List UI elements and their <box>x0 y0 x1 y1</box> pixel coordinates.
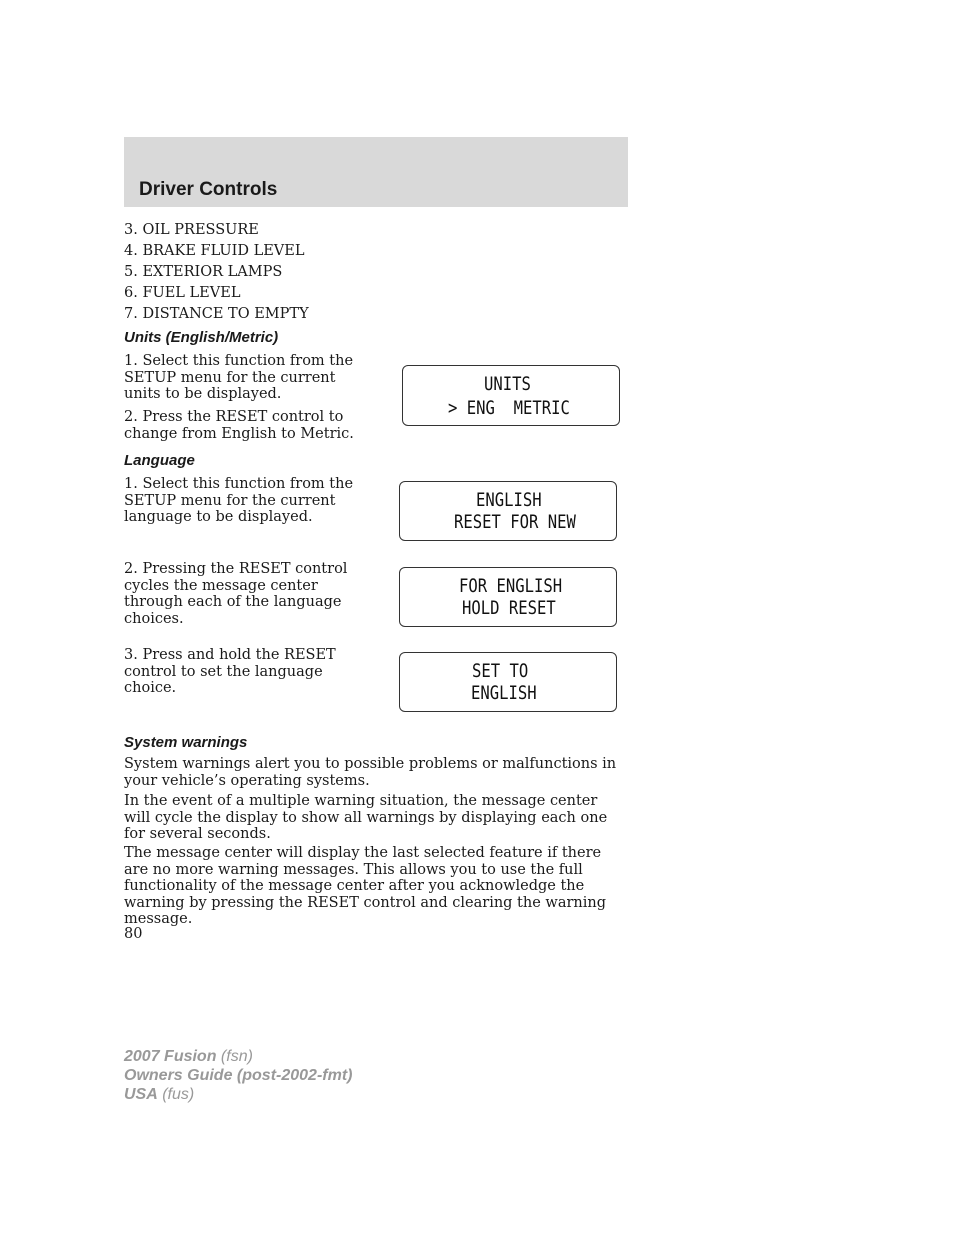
page-number: 80 <box>124 926 143 942</box>
units-heading: Units (English/Metric) <box>124 329 279 346</box>
display-line-2: RESET FOR NEW <box>454 511 576 533</box>
list-item: 3. OIL PRESSURE <box>124 222 259 238</box>
footer-guide: Owners Guide (post-2002-fmt) <box>124 1067 353 1084</box>
list-item: 7. DISTANCE TO EMPTY <box>124 306 309 322</box>
list-item: 6. FUEL LEVEL <box>124 285 241 301</box>
footer-model-code: (fsn) <box>216 1048 253 1065</box>
section-title: Driver Controls <box>139 179 278 200</box>
footer-model: 2007 Fusion <box>124 1048 217 1065</box>
display-line-1: UNITS <box>484 373 531 395</box>
units-step-1: 1. Select this function from the SETUP menu for the current units to be displayed. <box>124 353 354 402</box>
warnings-paragraph-1: System warnings alert you to possible problems or malfunctions in your vehicle’s operating systems. <box>124 756 617 789</box>
display-line-2: ENGLISH <box>471 682 537 704</box>
section-header-band <box>124 137 628 207</box>
monitor-list <box>124 220 309 325</box>
display-line-2: > ENG METRIC <box>448 397 570 419</box>
footer-market: USA <box>124 1086 158 1103</box>
warnings-paragraph-2: In the event of a multiple warning situation, the message center will cycle the display to show all warnings by displaying each one for several seconds. <box>124 793 608 842</box>
document-footer <box>124 1047 352 1104</box>
language-step-3: 3. Press and hold the RESET control to set the language choice. <box>124 647 336 696</box>
list-item: 4. BRAKE FLUID LEVEL <box>124 243 305 259</box>
language-heading: Language <box>124 452 195 469</box>
units-display <box>402 365 620 426</box>
language-display-1 <box>399 481 617 541</box>
display-line-2: HOLD RESET <box>462 597 556 619</box>
warnings-heading: System warnings <box>124 734 248 751</box>
units-step-2: 2. Press the RESET control to change from English to Metric. <box>124 409 354 442</box>
footer-market-code: (fus) <box>157 1086 195 1103</box>
list-item: 5. EXTERIOR LAMPS <box>124 264 283 280</box>
language-step-1: 1. Select this function from the SETUP menu for the current language to be displayed. <box>124 476 354 525</box>
language-step-2: 2. Pressing the RESET control cycles the message center through each of the language choices. <box>124 561 348 627</box>
display-line-1: ENGLISH <box>476 489 542 511</box>
warnings-paragraph-3: The message center will display the last selected feature if there are no more warning messages. This allows you to use the full functionality of the message center after you acknowledge the warning by pressing the RESET control and clearing the warning message. <box>124 845 606 927</box>
display-line-1: SET TO <box>472 660 529 682</box>
language-display-2 <box>399 567 617 627</box>
display-line-1: FOR ENGLISH <box>459 575 563 597</box>
language-display-3 <box>399 652 617 712</box>
